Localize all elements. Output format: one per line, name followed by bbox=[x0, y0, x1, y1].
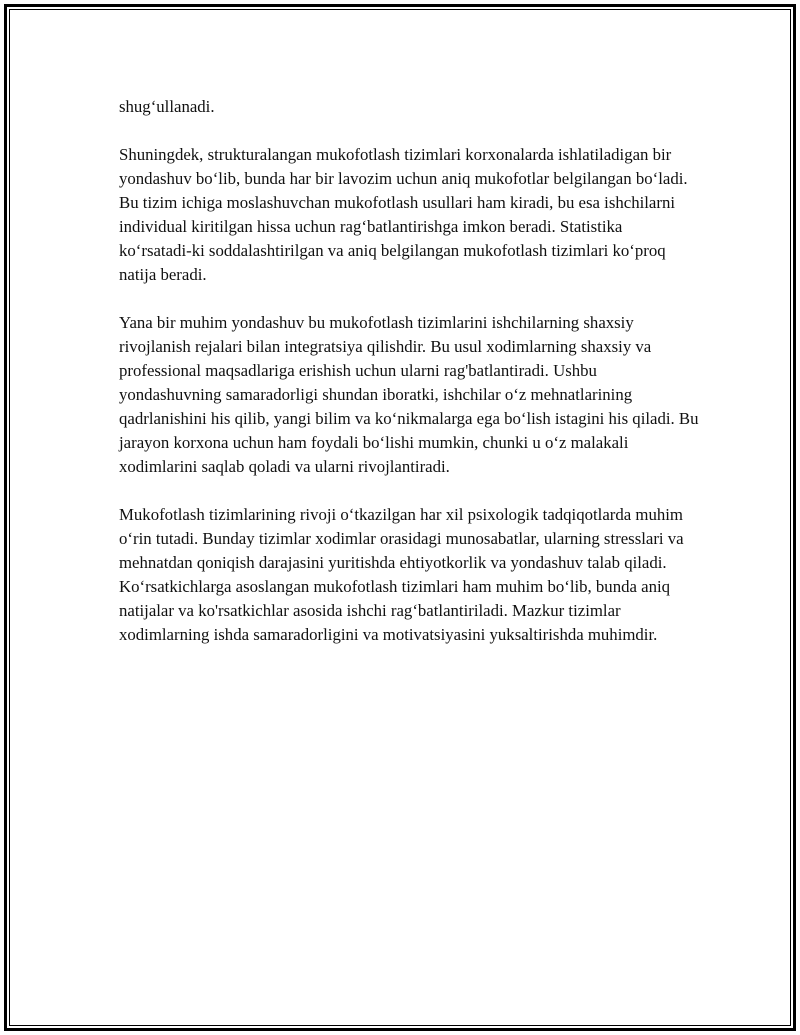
paragraph-development-integration: Yana bir muhim yondashuv bu mukofotlash tizimlarini ishchilarning shaxsiy rivojlanish rejalari bilan integratsiya qilishdir. Bu usul xodimlarning shaxsiy va professional maqsadlariga erishish uchun ularni rag'batlantiradi. Ushbu yondashuvning samaradorligi shundan iboratki, ishchilar o‘z mehnatlarining qadrlanishini his qilib, yangi bilim va ko‘nikmalarga ega bo‘lish istagini his qiladi. Bu jarayon korxona uchun ham foydali bo‘lishi mumkin, chunki u o‘z malakali xodimlarini saqlab qoladi va ularni rivojlantiradi. bbox=[119, 313, 699, 476]
document-body bbox=[119, 95, 699, 671]
paragraph-continuation: shug‘ullanadi. bbox=[119, 97, 215, 116]
paragraph-structured-rewards: Shuningdek, strukturalangan mukofotlash tizimlari korxonalarda ishlatiladigan bir yondashuv bo‘lib, bunda har bir lavozim uchun aniq mukofotlar belgilangan bo‘ladi. Bu tizim ichiga moslashuvchan mukofotlash usullari ham kiradi, bu esa ishchilarni individual kiritilgan hissa uchun rag‘batlantirishga imkon beradi. Statistika ko‘rsatadi-ki soddalashtirilgan va aniq belgilangan mukofotlash tizimlari ko‘proq natija beradi. bbox=[119, 145, 688, 284]
page-border bbox=[4, 4, 796, 1031]
paragraph-psychological-research: Mukofotlash tizimlarining rivoji o‘tkazilgan har xil psixologik tadqiqotlarda muhim o‘rin tutadi. Bunday tizimlar xodimlar orasidagi munosabatlar, ularning stresslari va mehnatdan qoniqish darajasini yuritishda ehtiyotkorlik va yondashuv talab qiladi. Ko‘rsatkichlarga asoslangan mukofotlash tizimlari ham muhim bo‘lib, bunda aniq natijalar va ko'rsatkichlar asosida ishchi rag‘batlantiriladi. Mazkur tizimlar xodimlarning ishda samaradorligini va motivatsiyasini yuksaltirishda muhimdir. bbox=[119, 505, 684, 644]
